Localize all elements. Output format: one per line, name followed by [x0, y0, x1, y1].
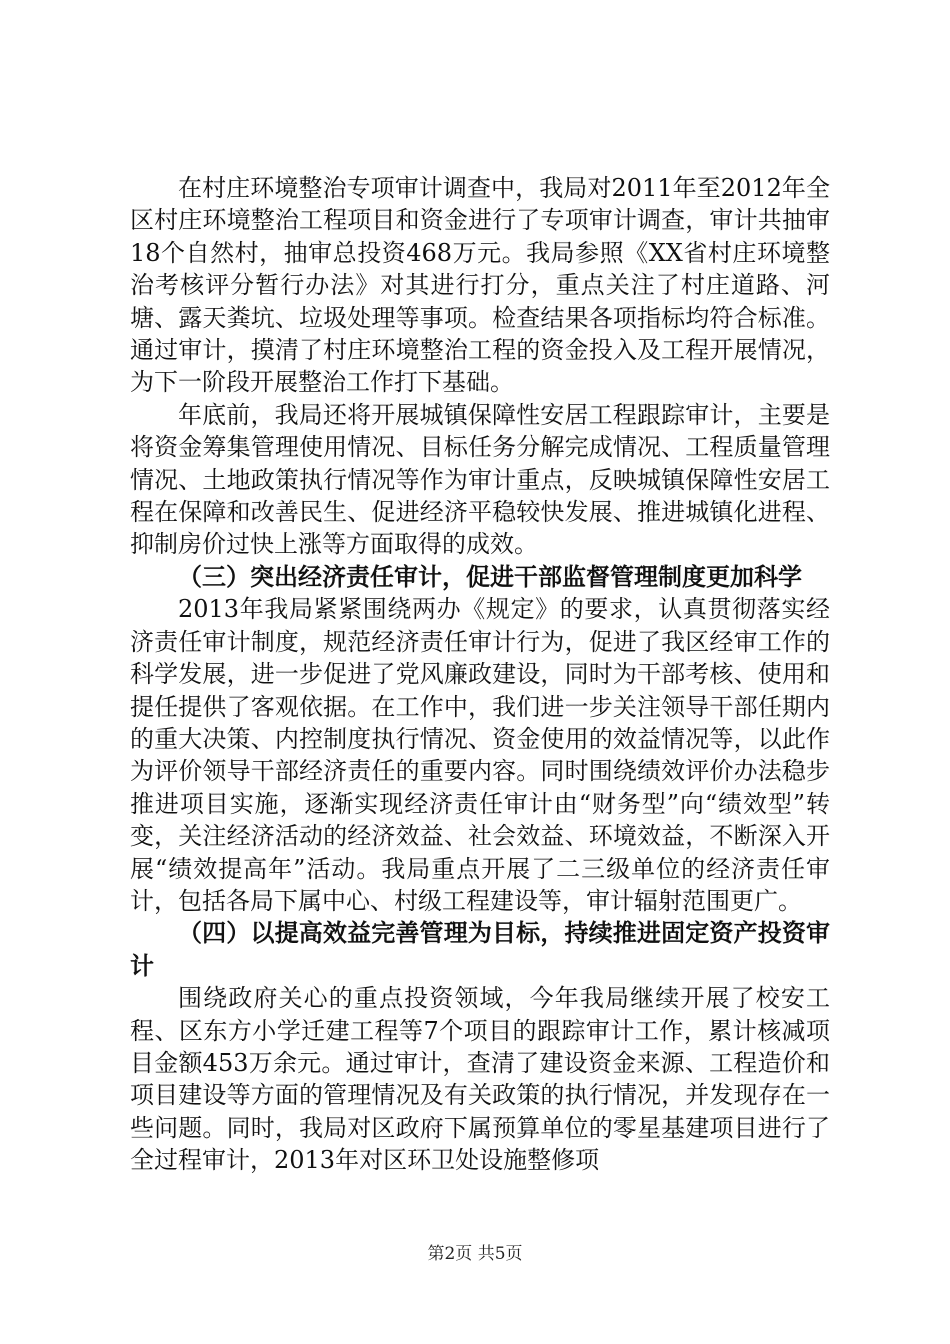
paragraph-economic-responsibility: 2013年我局紧紧围绕两办《规定》的要求，认真贯彻落实经济责任审计制度，规范经济责任审计行为，促进了我区经审工作的科学发展，进一步促进了党风廉政建设，同时为干部考核、使用和提任提供了客观依据。在工作中，我们进一步关注领导干部任期内的重大决策、内控制度执行情况、资金使用的效益情况等，以此作为评价领导干部经济责任的重要内容。同时围绕绩效评价办法稳步推进项目实施，逐渐实现经济责任审计由“财务型”向“绩效型”转变，关注经济活动的经济效益、社会效益、环境效益，不断深入开展“绩效提高年”活动。我局重点开展了二三级单位的经济责任审计，包括各局下属中心、村级工程建设等，审计辐射范围更广。: [130, 595, 830, 915]
paragraph-fixed-asset-audit: 围绕政府关心的重点投资领域，今年我局继续开展了校安工程、区东方小学迁建工程等7个项目的跟踪审计工作，累计核减项目金额453万余元。通过审计，查清了建设资金来源、工程造价和项目建设等方面的管理情况及有关政策的执行情况，并发现存在一些问题。同时，我局对区政府下属预算单位的零星基建项目进行了全过程审计，2013年对区环卫处设施整修项: [130, 984, 830, 1175]
section-heading-4: （四）以提高效益完善管理为目标，持续推进固定资产投资审计: [130, 919, 830, 980]
paragraph-housing-audit: 年底前，我局还将开展城镇保障性安居工程跟踪审计，主要是将资金筹集管理使用情况、目标任务分解完成情况、工程质量管理情况、土地政策执行情况等作为审计重点，反映城镇保障性安居工程在保障和改善民生、促进经济平稳较快发展、推进城镇化进程、抑制房价过快上涨等方面取得的成效。: [130, 400, 830, 559]
paragraph-village-audit: 在村庄环境整治专项审计调查中，我局对2011年至2012年全区村庄环境整治工程项目和资金进行了专项审计调查，审计共抽审18个自然村，抽审总投资468万元。我局参照《XX省村庄环境整治考核评分暂行办法》对其进行打分，重点关注了村庄道路、河塘、露天粪坑、垃圾处理等事项。检查结果各项指标均符合标准。通过审计，摸清了村庄环境整治工程的资金投入及工程开展情况，为下一阶段开展整治工作打下基础。: [130, 174, 830, 397]
document-body: [130, 172, 830, 1177]
page-footer: 第2页 共5页: [427, 1244, 523, 1264]
section-heading-3: （三）突出经济责任审计，促进干部监督管理制度更加科学: [178, 562, 802, 591]
